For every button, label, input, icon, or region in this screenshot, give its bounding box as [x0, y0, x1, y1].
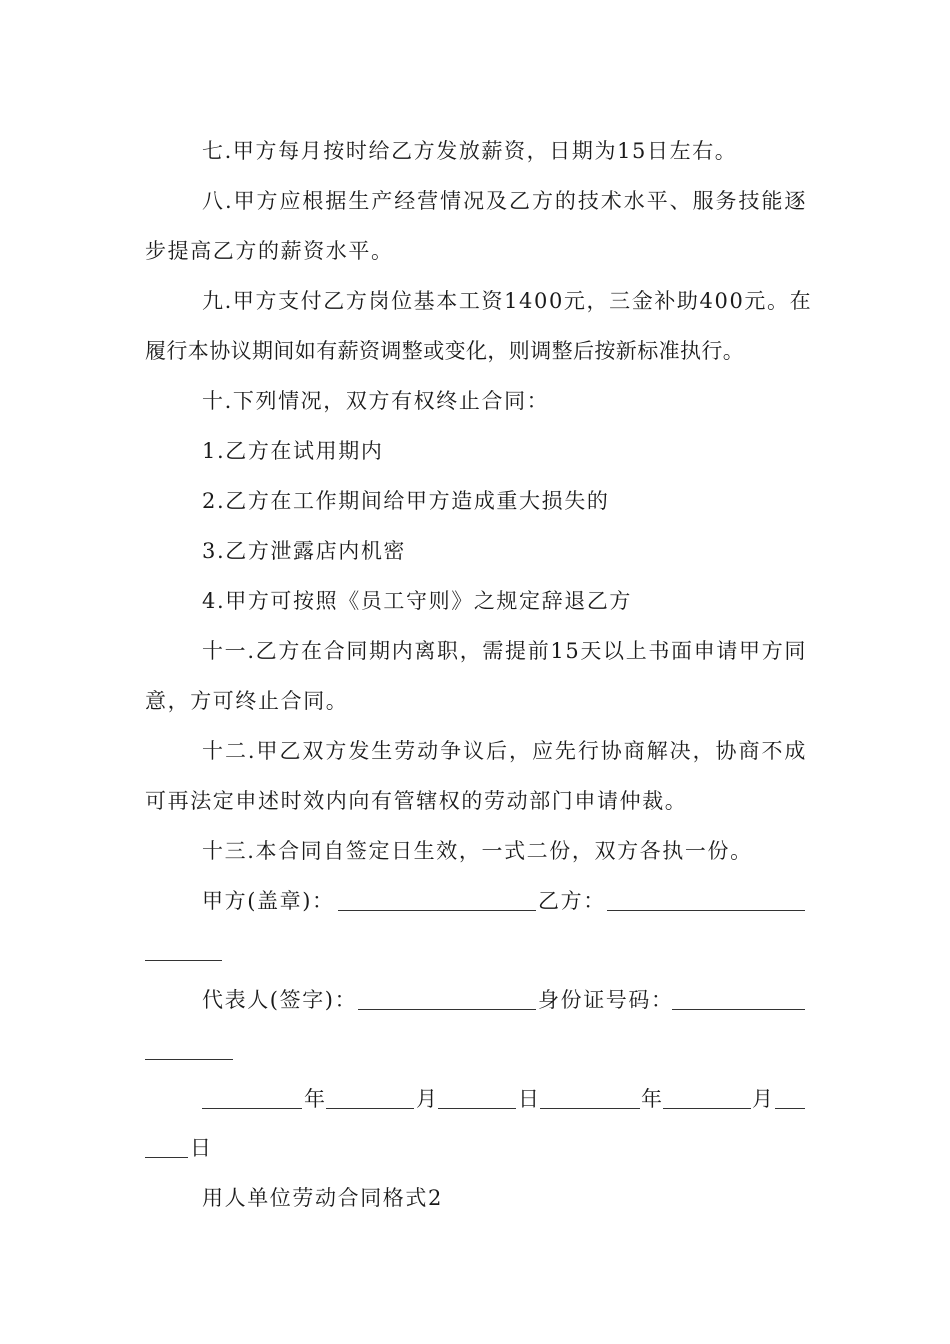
id-number-line-cont — [145, 1059, 233, 1060]
date-b-month-line — [663, 1108, 751, 1109]
party-b-signature-line-cont — [145, 960, 222, 961]
party-b-signature-line — [607, 910, 805, 911]
date-b-day-line-cont — [145, 1157, 188, 1158]
clause-10-item-4: 4.甲方可按照《员工守则》之规定辞退乙方 — [202, 589, 633, 613]
id-label: 身份证号码： — [538, 988, 674, 1012]
clause-9-line-1: 九.甲方支付乙方岗位基本工资1400元，三金补助400元。在 — [202, 289, 813, 313]
date-b-day-line — [775, 1108, 805, 1109]
clause-8-line-2: 步提高乙方的薪资水平。 — [145, 239, 394, 263]
clause-10-item-2: 2.乙方在工作期间给甲方造成重大损失的 — [202, 489, 610, 513]
clause-10: 十.下列情况，双方有权终止合同： — [202, 389, 550, 413]
date-b-day: 日 — [190, 1136, 213, 1160]
clause-8-line-1: 八.甲方应根据生产经营情况及乙方的技术水平、服务技能逐 — [202, 189, 807, 213]
rep-label: 代表人(签字)： — [202, 988, 358, 1012]
clause-10-item-3: 3.乙方泄露店内机密 — [202, 539, 407, 563]
party-a-label: 甲方(盖章)： — [202, 889, 335, 913]
clause-9-line-2: 履行本协议期间如有薪资调整或变化，则调整后按新标准执行。 — [145, 339, 745, 363]
date-a-day: 日 — [518, 1087, 541, 1111]
clause-10-item-1: 1.乙方在试用期内 — [202, 439, 384, 463]
clause-12-line-1: 十二.甲乙双方发生劳动争议后，应先行协商解决，协商不成 — [202, 739, 807, 763]
clause-13: 十三.本合同自签定日生效，一式二份，双方各执一份。 — [202, 839, 753, 863]
date-a-month-line — [326, 1108, 414, 1109]
id-number-line — [672, 1009, 805, 1010]
clause-11-line-1: 十一.乙方在合同期内离职，需提前15天以上书面申请甲方同 — [202, 639, 807, 663]
clause-11-line-2: 意，方可终止合同。 — [145, 689, 349, 713]
date-a-year-line — [202, 1108, 302, 1109]
date-b-month: 月 — [752, 1087, 775, 1111]
clause-12-line-2: 可再法定申述时效内向有管辖权的劳动部门申请仲裁。 — [145, 789, 688, 813]
party-a-signature-line — [338, 910, 536, 911]
next-section-title: 用人单位劳动合同格式2 — [202, 1186, 443, 1210]
date-a-year: 年 — [304, 1087, 327, 1111]
date-a-month: 月 — [416, 1087, 439, 1111]
rep-signature-line — [358, 1009, 536, 1010]
party-b-label: 乙方： — [538, 889, 606, 913]
date-b-year: 年 — [641, 1087, 664, 1111]
date-b-year-line — [540, 1108, 640, 1109]
clause-7: 七.甲方每月按时给乙方发放薪资，日期为15日左右。 — [202, 139, 738, 163]
date-a-day-line — [438, 1108, 516, 1109]
